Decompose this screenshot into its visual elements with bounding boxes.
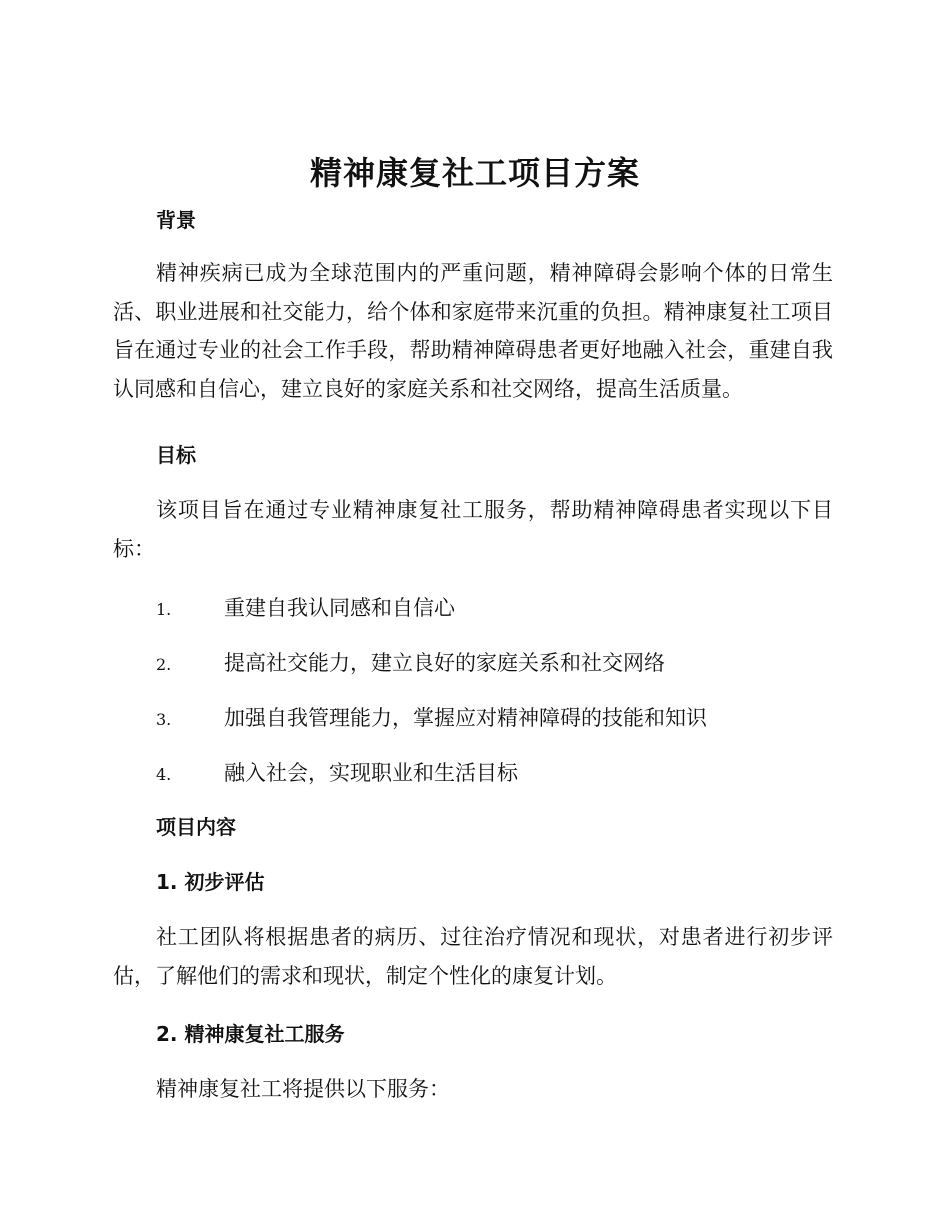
list-item-number: 1. <box>156 600 172 619</box>
section-heading-goals: 目标 <box>156 443 196 467</box>
list-item-text: 提高社交能力，建立良好的家庭关系和社交网络 <box>224 651 665 675</box>
section-heading-content: 项目内容 <box>156 815 236 839</box>
services-paragraph: 精神康复社工将提供以下服务： <box>156 1077 450 1101</box>
list-item <box>156 593 455 625</box>
list-item-text: 融入社会，实现职业和生活目标 <box>224 761 518 785</box>
list-item-number: 4. <box>156 765 172 784</box>
list-item <box>156 648 665 680</box>
subsection-heading-assessment: 1. 初步评估 <box>156 870 265 894</box>
list-item-text: 重建自我认同感和自信心 <box>224 596 455 620</box>
page-title: 精神康复社工项目方案 <box>309 154 640 192</box>
subsection-heading-services: 2. 精神康复社工服务 <box>156 1022 345 1046</box>
list-item <box>156 758 518 790</box>
list-item-number: 3. <box>156 710 172 729</box>
list-item-number: 2. <box>156 655 172 674</box>
section-heading-background: 背景 <box>156 208 196 232</box>
list-item-text: 加强自我管理能力，掌握应对精神障碍的技能和知识 <box>224 706 707 730</box>
goals-intro-paragraph: 该项目旨在通过专业精神康复社工服务，帮助精神障碍患者实现以下目标： <box>113 498 833 561</box>
list-item <box>156 703 707 735</box>
background-paragraph: 精神疾病已成为全球范围内的严重问题，精神障碍会影响个体的日常生活、职业进展和社交能力，给个体和家庭带来沉重的负担。精神康复社工项目旨在通过专业的社会工作手段，帮助精神障碍患者更好地融入社会，重建自我认同感和自信心，建立良好的家庭关系和社交网络，提高生活质量。 <box>113 261 833 401</box>
assessment-paragraph: 社工团队将根据患者的病历、过往治疗情况和现状，对患者进行初步评估，了解他们的需求和现状，制定个性化的康复计划。 <box>113 925 833 988</box>
